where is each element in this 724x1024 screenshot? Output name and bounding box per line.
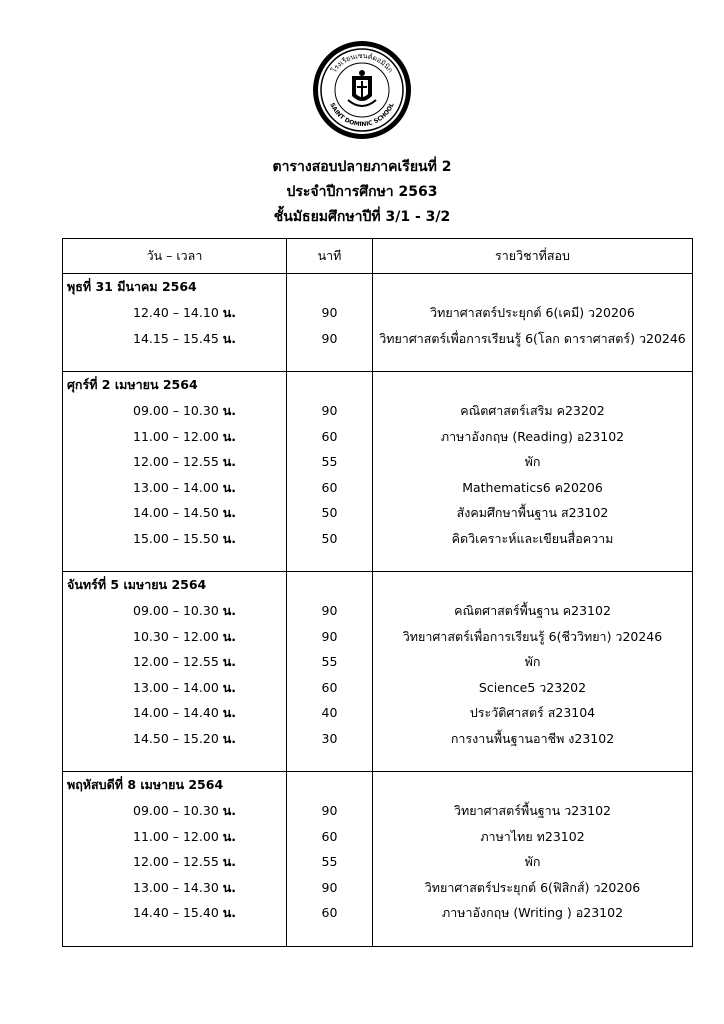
exam-subject: พัก (524, 454, 541, 469)
exam-time (63, 675, 286, 701)
table-header-row (63, 239, 693, 274)
time-unit: น. (222, 679, 237, 695)
time-unit: น. (222, 828, 237, 844)
time-range: 12.00 – 12.55 (133, 454, 219, 469)
day-block (63, 372, 693, 572)
exam-minutes: 90 (321, 803, 338, 818)
title-line-3: ชั้นมัธยมศึกษาปีที่ 3/1 - 3/2 (273, 209, 451, 225)
time-range: 12.00 – 12.55 (133, 654, 219, 669)
time-unit: น. (222, 730, 237, 746)
exam-time (63, 875, 286, 901)
exam-subject: การงานพื้นฐานอาชีพ ง23102 (450, 730, 615, 746)
day-block (63, 572, 693, 772)
exam-time (63, 598, 286, 624)
day-time-cell (63, 772, 287, 947)
exam-subject: คิดวิเคราะห์และเขียนสื่อความ (451, 530, 614, 546)
exam-time (63, 824, 286, 850)
exam-time (63, 624, 286, 650)
exam-minutes: 40 (321, 705, 338, 720)
day-time-cell (63, 274, 287, 372)
exam-subject: วิทยาศาสตร์ประยุกต์ 6(ฟิสิกส์) ว20206 (424, 879, 641, 895)
exam-subject: วิทยาศาสตร์ประยุกต์ 6(เคมี) ว20206 (430, 305, 635, 320)
exam-subject: Mathematics6 ค20206 (462, 479, 603, 495)
exam-time (63, 649, 286, 675)
exam-date: จันทร์ที่ 5 เมษายน 2564 (67, 577, 207, 592)
school-logo (312, 40, 412, 140)
title-line-1: ตารางสอบปลายภาคเรียนที่ 2 (272, 159, 452, 175)
time-range: 14.50 – 15.20 (133, 730, 219, 746)
title-line-2: ประจำปีการศึกษา 2563 (286, 184, 438, 200)
subject-cell (373, 772, 693, 947)
time-unit: น. (222, 479, 237, 495)
exam-minutes: 60 (321, 428, 338, 444)
exam-time (63, 326, 286, 352)
exam-time (63, 424, 286, 450)
time-unit: น. (222, 305, 237, 320)
exam-date: พุธที่ 31 มีนาคม 2564 (67, 279, 197, 294)
exam-minutes: 55 (321, 854, 338, 869)
exam-subject: Science5 ว23202 (478, 679, 587, 695)
time-range: 11.00 – 12.00 (133, 828, 219, 844)
exam-time (63, 449, 286, 475)
time-range: 13.00 – 14.30 (133, 879, 219, 895)
day-time-cell (63, 572, 287, 772)
exam-minutes: 90 (321, 628, 338, 644)
time-range: 09.00 – 10.30 (133, 803, 219, 818)
minutes-cell (287, 772, 373, 947)
time-range: 14.15 – 15.45 (133, 330, 219, 346)
exam-minutes: 60 (321, 679, 338, 695)
exam-time (63, 900, 286, 926)
day-block (63, 772, 693, 947)
day-time-cell (63, 372, 287, 572)
exam-subject: คณิตศาสตร์พื้นฐาน ค23102 (454, 603, 611, 618)
exam-minutes: 50 (321, 505, 338, 520)
time-unit: น. (222, 403, 237, 418)
exam-date: พฤหัสบดีที่ 8 เมษายน 2564 (67, 777, 224, 792)
exam-time (63, 526, 286, 552)
exam-time (63, 798, 286, 824)
exam-minutes: 90 (321, 403, 338, 418)
minutes-cell (287, 572, 373, 772)
exam-time (63, 475, 286, 501)
time-range: 13.00 – 14.00 (133, 679, 219, 695)
time-unit: น. (222, 803, 237, 818)
exam-subject: วิทยาศาสตร์พื้นฐาน ว23102 (453, 803, 612, 818)
time-range: 09.00 – 10.30 (133, 403, 219, 418)
time-range: 14.00 – 14.40 (133, 705, 219, 720)
exam-subject: สังคมศึกษาพื้นฐาน ส23102 (456, 505, 609, 520)
time-range: 11.00 – 12.00 (133, 428, 219, 444)
time-unit: น. (222, 628, 237, 644)
time-range: 15.00 – 15.50 (133, 530, 219, 546)
minutes-cell (287, 372, 373, 572)
exam-subject: ภาษาไทย ท23102 (480, 828, 585, 844)
exam-time (63, 500, 286, 526)
exam-date: ศุกร์ที่ 2 เมษายน 2564 (67, 377, 198, 392)
time-unit: น. (222, 854, 237, 869)
exam-minutes: 55 (321, 454, 338, 469)
subject-cell (373, 372, 693, 572)
time-unit: น. (222, 530, 237, 546)
time-unit: น. (222, 454, 237, 469)
exam-minutes: 50 (321, 530, 338, 546)
time-unit: น. (222, 905, 237, 920)
time-unit: น. (222, 428, 237, 444)
exam-minutes: 60 (321, 479, 338, 495)
exam-subject: ประวัติศาสตร์ ส23104 (469, 705, 596, 720)
exam-minutes: 55 (321, 654, 338, 669)
exam-subject: ภาษาอังกฤษ (Reading) อ23102 (440, 428, 625, 444)
table-body (63, 274, 693, 947)
exam-time (63, 700, 286, 726)
time-range: 14.00 – 14.50 (133, 505, 219, 520)
minutes-cell (287, 274, 373, 372)
exam-subject: วิทยาศาสตร์เพื่อการเรียนรู้ 6(โลก ดาราศาสตร์) ว20246 (379, 330, 686, 346)
time-unit: น. (222, 705, 237, 720)
logo-text-bottom: SAINT DOMINIC SCHOOL (328, 101, 396, 129)
time-range: 13.00 – 14.00 (133, 479, 219, 495)
exam-time (63, 300, 286, 326)
time-range: 09.00 – 10.30 (133, 603, 219, 618)
time-unit: น. (222, 330, 237, 346)
time-unit: น. (222, 603, 237, 618)
header-subject: รายวิชาที่สอบ (373, 239, 693, 274)
exam-minutes: 90 (321, 330, 338, 346)
exam-time (63, 849, 286, 875)
time-range: 10.30 – 12.00 (133, 628, 219, 644)
exam-subject: พัก (524, 854, 541, 869)
exam-minutes: 60 (321, 905, 338, 920)
header-day-time: วัน – เวลา (63, 239, 287, 274)
exam-subject: พัก (524, 654, 541, 669)
exam-subject: คณิตศาสตร์เสริม ค23202 (460, 403, 605, 418)
header-minutes: นาที (287, 239, 373, 274)
time-range: 14.40 – 15.40 (133, 905, 219, 920)
exam-minutes: 60 (321, 828, 338, 844)
time-unit: น. (222, 654, 237, 669)
exam-subject: วิทยาศาสตร์เพื่อการเรียนรู้ 6(ชีววิทยา) ว20246 (402, 628, 663, 644)
exam-minutes: 90 (321, 603, 338, 618)
exam-minutes: 90 (321, 879, 338, 895)
exam-minutes: 30 (321, 730, 338, 746)
subject-cell (373, 274, 693, 372)
time-range: 12.00 – 12.55 (133, 854, 219, 869)
time-range: 12.40 – 14.10 (133, 305, 219, 320)
subject-cell (373, 572, 693, 772)
time-unit: น. (222, 505, 237, 520)
exam-subject: ภาษาอังกฤษ (Writing ) อ23102 (441, 905, 624, 920)
exam-minutes: 90 (321, 305, 338, 320)
exam-schedule-table (62, 238, 693, 947)
exam-time (63, 726, 286, 752)
day-block (63, 274, 693, 372)
exam-time (63, 398, 286, 424)
time-unit: น. (222, 879, 237, 895)
logo-text-top: โรงเรียนเซนต์ดอมินิก (329, 51, 395, 75)
document-titles (0, 155, 724, 230)
